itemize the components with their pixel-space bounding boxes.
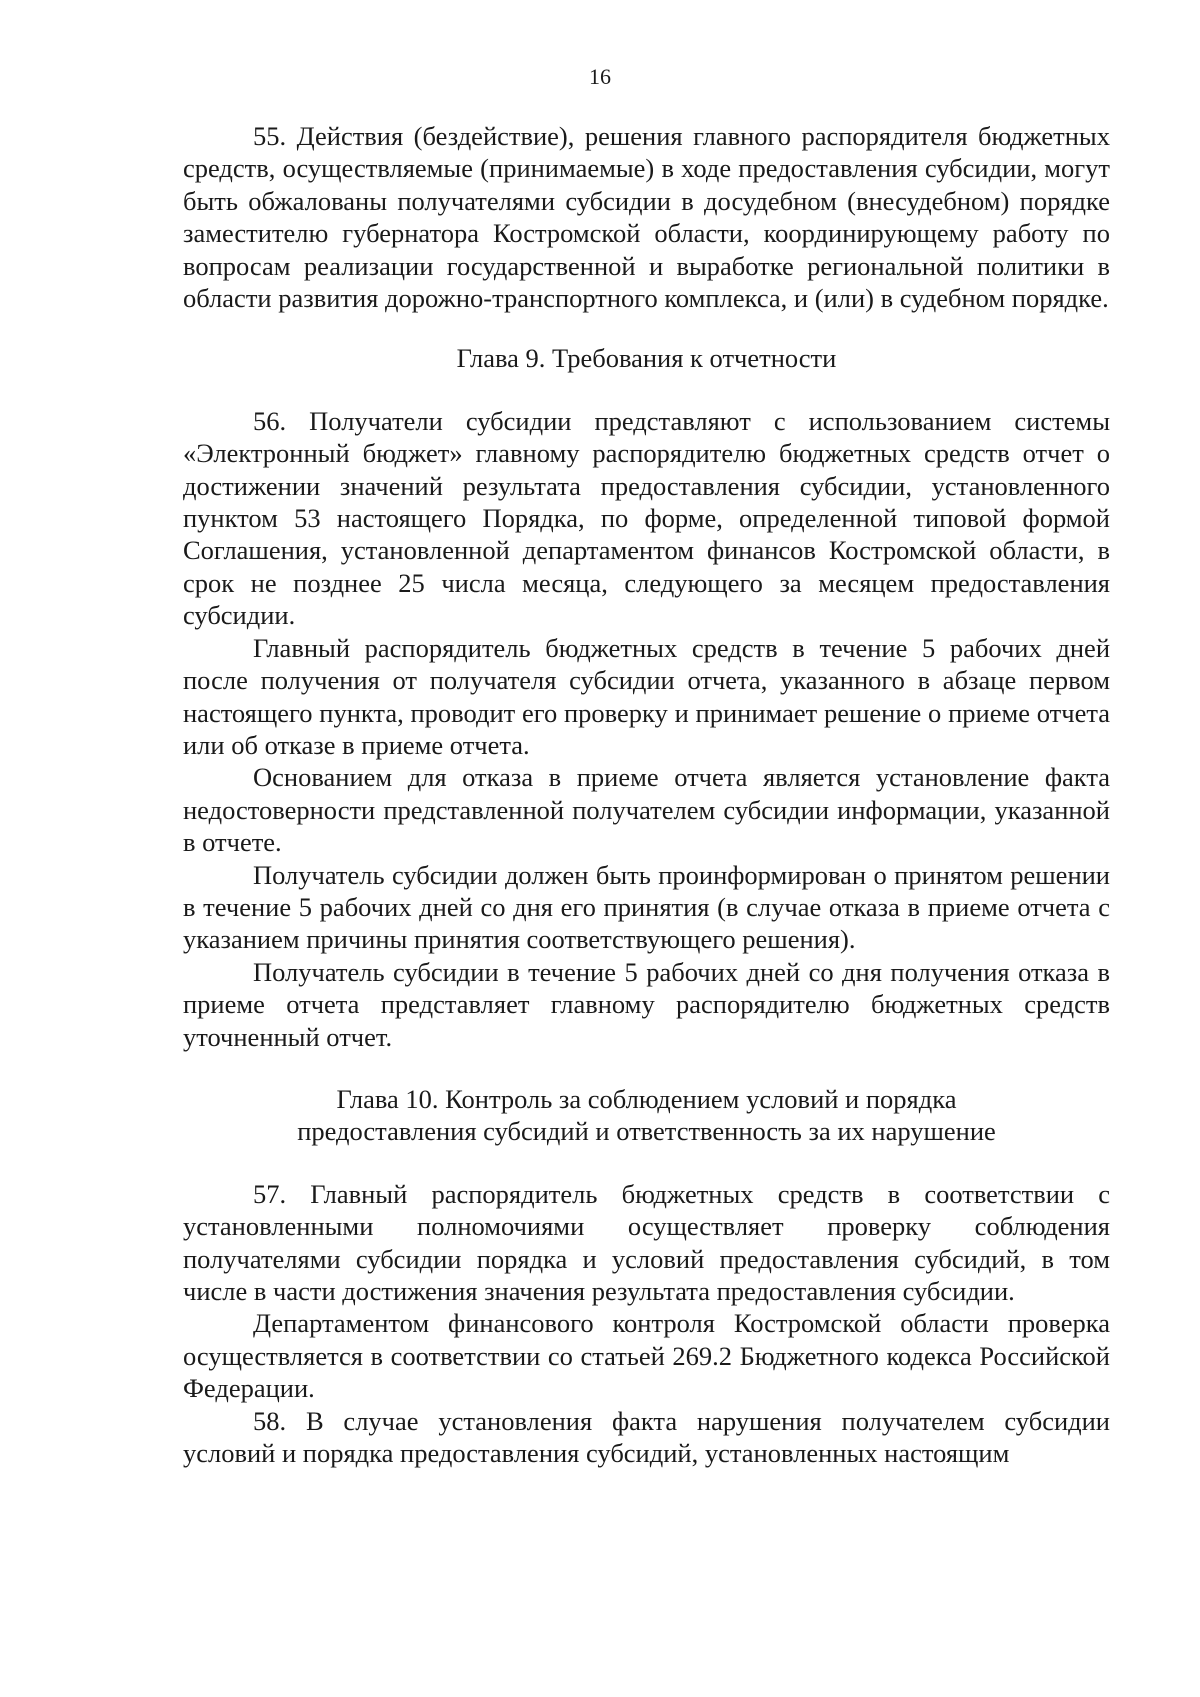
page-number: 16	[589, 64, 611, 89]
paragraph-56-part-2: Главный распорядитель бюджетных средств в течение 5 рабочих дней после получения от получателя субсидии отчета, указанного в абзаце первом настоящего пункта, проводит его проверку и принимает решение о приеме отчета или об отказе в приеме отчета.	[183, 632, 1110, 760]
paragraph-56: 56. Получатели субсидии представляют с использованием системы «Электронный бюджет» главному распорядителю бюджетных средств отчет о достижении значений результата предоставления субсидии, установленного пунктом 53 настоящего Порядка, по форме, определенной типовой формой Соглашения, установленной департаментом финансов Костромской области, в срок не позднее 25 числа месяца, следующего за месяцем предоставления субсидии.	[183, 405, 1110, 631]
chapter-10-heading	[183, 1083, 1110, 1148]
paragraph-55: 55. Действия (бездействие), решения главного распорядителя бюджетных средств, осуществляемые (принимаемые) в ходе предоставления субсидии, могут быть обжалованы получателями субсидии в досудебном (внесудебном) порядке заместителю губернатора Костромской области, координирующему работу по вопросам реализации государственной и выработке региональной политики в области развития дорожно-транспортного комплекса, и (или) в судебном порядке.	[183, 121, 1110, 314]
document-body	[183, 120, 1110, 1469]
paragraph-57: 57. Главный распорядитель бюджетных средств в соответствии с установленными полномочиями осуществляет проверку соблюдения получателями субсидии порядка и условий предоставления субсидий, в том числе в части достижения значения результата предоставления субсидии.	[183, 1178, 1110, 1306]
chapter-9-heading: Глава 9. Требования к отчетности	[456, 343, 837, 374]
paragraph-57-part-2: Департаментом финансового контроля Костромской области проверка осуществляется в соответствии со статьей 269.2 Бюджетного кодекса Российской Федерации.	[183, 1308, 1110, 1404]
chapter-10-heading-line-2: предоставления субсидий и ответственность за их нарушение	[297, 1116, 996, 1147]
chapter-10-heading-line-1: Глава 10. Контроль за соблюдением условий и порядка	[336, 1083, 957, 1114]
paragraph-56-part-4: Получатель субсидии должен быть проинформирован о принятом решении в течение 5 рабочих дней со дня его принятия (в случае отказа в приеме отчета с указанием причины принятия соответствующего решения).	[183, 859, 1110, 955]
paragraph-56-part-3: Основанием для отказа в приеме отчета является установление факта недостоверности представленной получателем субсидии информации, указанной в отчете.	[183, 762, 1110, 858]
paragraph-58: 58. В случае установления факта нарушения получателем субсидии условий и порядка предоставления субсидий, установленных настоящим	[183, 1405, 1110, 1469]
paragraph-56-part-5: Получатель субсидии в течение 5 рабочих дней со дня получения отказа в приеме отчета представляет главному распорядителю бюджетных средств уточненный отчет.	[183, 956, 1110, 1052]
